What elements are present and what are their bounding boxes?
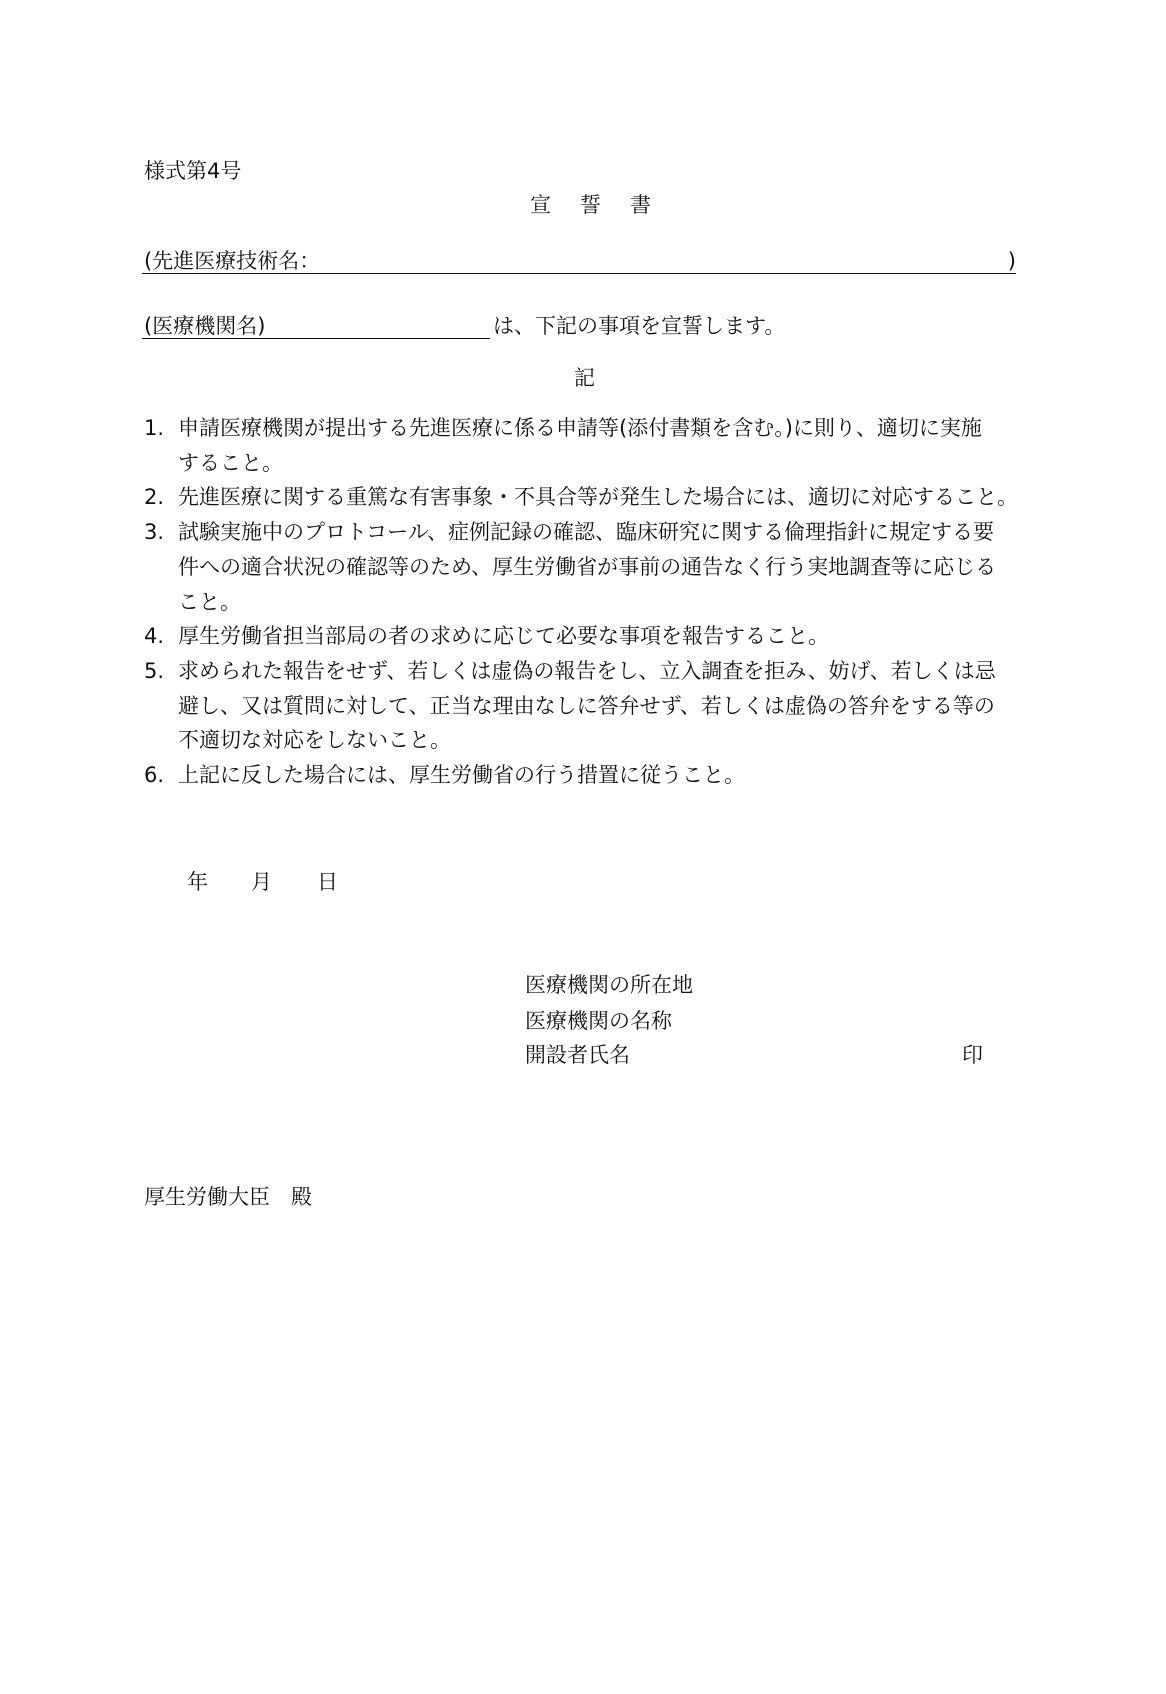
- technology-name-field[interactable]: [142, 249, 1016, 274]
- address-label: 医療機関の所在地: [525, 973, 693, 997]
- date-day: 日: [317, 870, 338, 894]
- item-text: 避し、又は質問に対して、正当な理由なしに答弁せず、若しくは虚偽の答弁をする等の: [178, 693, 995, 718]
- form-number: 様式第4号: [144, 159, 242, 183]
- oath-item-line: [144, 520, 994, 544]
- item-number: 5.: [144, 658, 165, 683]
- item-text: すること。: [178, 450, 283, 475]
- item-text: 不適切な対応をしないこと。: [178, 728, 451, 753]
- item-number: 3.: [144, 520, 165, 545]
- date-year: 年: [187, 870, 208, 894]
- founder-name-label: 開設者氏名: [525, 1043, 630, 1067]
- oath-item-line: [144, 763, 745, 787]
- institution-name-label: (医療機関名): [144, 314, 266, 338]
- item-text: こと。: [178, 589, 241, 614]
- technology-name-close: ): [1007, 249, 1016, 273]
- item-number: 6.: [144, 763, 165, 787]
- oath-item-line: [144, 485, 1018, 509]
- oath-item-line: [144, 659, 996, 683]
- declaration-text: は、下記の事項を宣誓します。: [493, 314, 786, 338]
- item-text: 申請医療機関が提出する先進医療に係る申請等(添付書類を含む。)に則り、適切に実施: [178, 416, 982, 440]
- institution-name-field[interactable]: [142, 314, 490, 339]
- oath-item-line: [144, 624, 829, 648]
- document-title: 宣 誓 書: [530, 193, 655, 217]
- date-month: 月: [251, 870, 272, 894]
- oath-item-line: [144, 694, 995, 718]
- oath-item-line: [144, 416, 982, 440]
- item-number: 2.: [144, 485, 165, 510]
- item-text: 厚生労働省担当部局の者の求めに応じて必要な事項を報告すること。: [178, 624, 829, 649]
- item-number: 1.: [144, 416, 165, 440]
- institution-name-sign-label: 医療機関の名称: [525, 1009, 672, 1033]
- item-text: 上記に反した場合には、厚生労働省の行う措置に従うこと。: [178, 763, 745, 787]
- item-text: 求められた報告をせず、若しくは虚偽の報告をし、立入調査を拒み、妨げ、若しくは忌: [178, 658, 996, 683]
- oath-item-line: [144, 451, 283, 475]
- addressee: 厚生労働大臣 殿: [144, 1185, 312, 1209]
- item-text: 試験実施中のプロトコール、症例記録の確認、臨床研究に関する倫理指針に規定する要: [178, 520, 995, 545]
- item-text: 先進医療に関する重篤な有害事象・不具合等が発生した場合には、適切に対応すること。: [178, 485, 1018, 510]
- ki-heading: 記: [574, 366, 595, 390]
- oath-item-line: [144, 590, 241, 614]
- seal-mark: 印: [962, 1043, 983, 1067]
- oath-item-line: [144, 728, 451, 752]
- technology-name-label: (先進医療技術名：: [144, 249, 321, 273]
- oath-item-line: [144, 555, 996, 579]
- item-number: 4.: [144, 624, 165, 649]
- item-text: 件への適合状況の確認等のため、厚生労働省が事前の通告なく行う実地調査等に応じる: [178, 554, 997, 579]
